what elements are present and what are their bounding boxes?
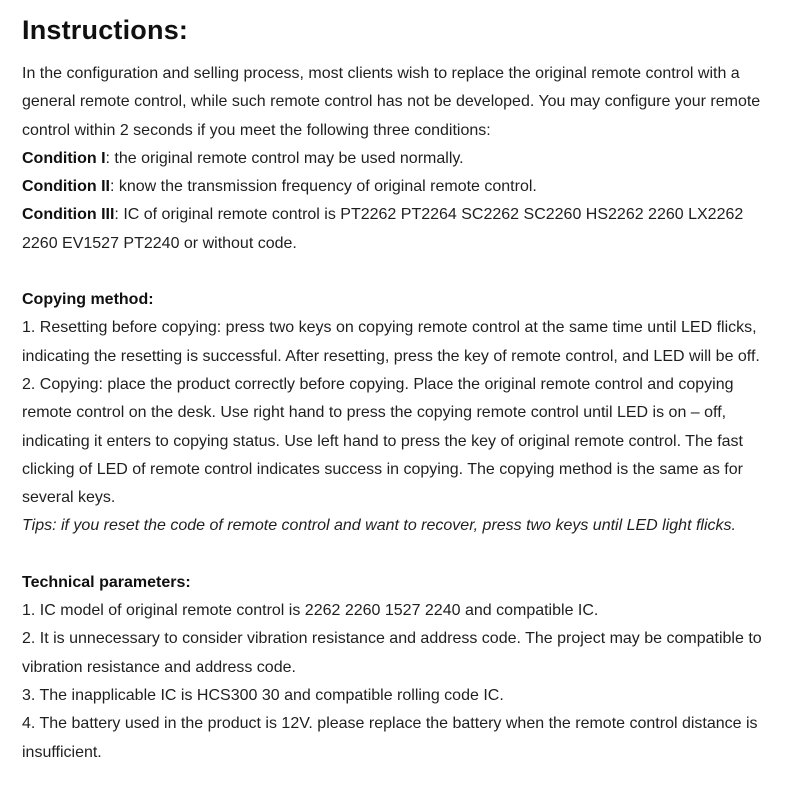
conditions-block: [22, 145, 777, 258]
condition-item: [22, 145, 777, 173]
technical-parameters-heading: Technical parameters:: [22, 573, 191, 591]
technical-item-3: 3. The inapplicable IC is HCS300 30 and compatible rolling code IC.: [22, 686, 504, 704]
technical-item-2: 2. It is unnecessary to consider vibration resistance and address code. The project may be compatible to vibration resistance and address code.: [22, 630, 762, 676]
copying-step-1: 1. Resetting before copying: press two keys on copying remote control at the same time until LED flicks, indicating the resetting is successful. After resetting, press the key of remote control, and LED will be off.: [22, 319, 760, 365]
technical-parameters-section: [22, 569, 777, 767]
condition-3-label: Condition III: [22, 206, 115, 224]
tips-note: Tips: if you reset the code of remote control and want to recover, press two keys until LED light flicks.: [22, 517, 736, 535]
condition-2-text: : know the transmission frequency of original remote control.: [109, 178, 537, 196]
technical-item-4: 4. The battery used in the product is 12V. please replace the battery when the remote control distance is insufficient.: [22, 715, 758, 761]
instruction-document: [0, 13, 800, 800]
condition-item: [22, 173, 777, 201]
condition-1-text: : the original remote control may be used normally.: [105, 149, 464, 167]
intro-paragraph: In the configuration and selling process, most clients wish to replace the original remote control with a general remote control, while such remote control has not be developed. You may configure your remote control within 2 seconds if you meet the following three conditions:: [22, 65, 761, 139]
condition-1-label: Condition I: [22, 149, 106, 167]
condition-3-text: : IC of original remote control is PT2262 PT2264 SC2262 SC2260 HS2262 2260 LX2262 2260 EV1527 PT2240 or without code.: [22, 206, 744, 252]
condition-2-label: Condition II: [22, 178, 110, 196]
technical-item-1: 1. IC model of original remote control is 2262 2260 1527 2240 and compatible IC.: [22, 602, 599, 620]
copying-method-heading: Copying method:: [22, 291, 154, 309]
page-title: Instructions:: [22, 15, 189, 45]
copying-step-2: 2. Copying: place the product correctly before copying. Place the original remote control and copying remote control on the desk. Use right hand to press the copying remote control until LED is on – off, indicating it enters to copying status. Use left hand to press the key of original remote control. The fast clicking of LED of remote control indicates success in copying. The copying method is the same as for several keys.: [22, 375, 743, 507]
copying-method-section: [22, 286, 777, 541]
condition-item: [22, 201, 777, 258]
